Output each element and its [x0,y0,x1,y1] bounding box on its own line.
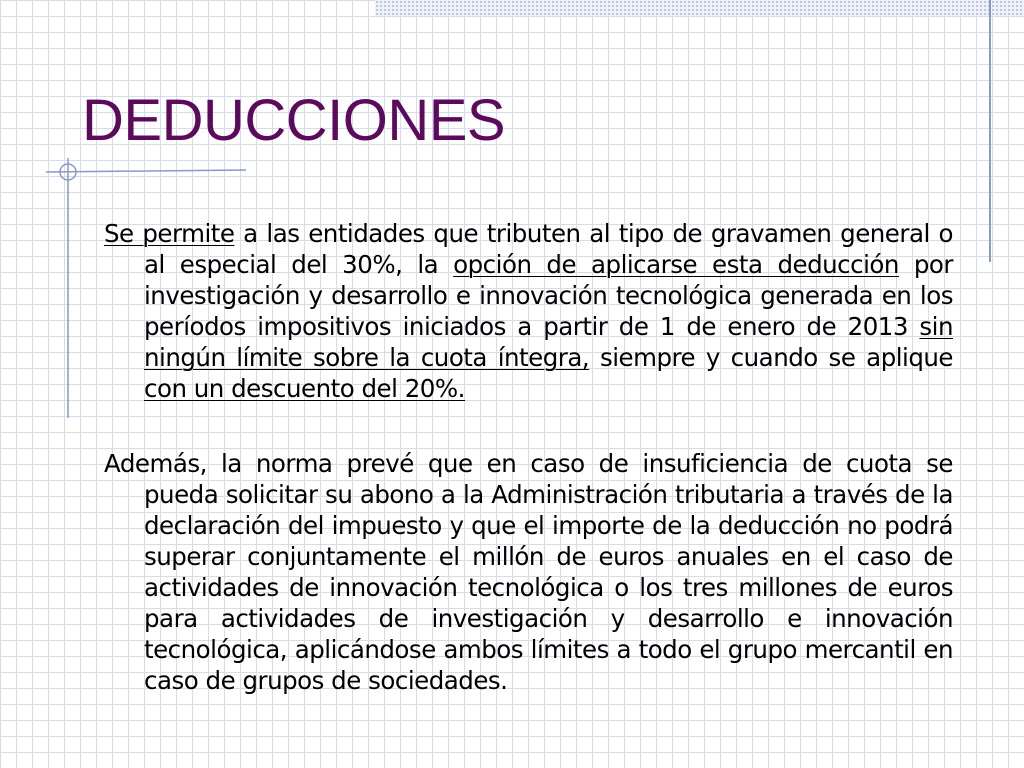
text-plain: siempre y cuando se aplique [589,343,954,372]
text-underlined: con un descuento del 20%. [144,374,465,403]
paragraph-limits: Además, la norma prevé que en caso de insuficiencia de cuota se pueda solicitar su abono a la Administración tributaria a través de la declaración del impuesto y que el importe de la deducción no podrá superar conjuntamente el millón de euros anuales en el caso de actividades de innovación tecnológica o los tres millones de euros para actividades de investigación y desarrollo e innovación tecnológica, aplicándose ambos límites a todo el grupo mercantil en caso de grupos de sociedades. [104,449,953,695]
text-underlined: sin ningún límite sobre la cuota íntegra, [144,312,953,372]
text-underlined: opción de aplicarse esta deducción [453,250,899,279]
slide-title: DEDUCCIONES [82,88,506,153]
slide-body [104,218,953,696]
right-decorative-line [989,0,991,262]
paragraph-deduction-option [104,218,953,404]
text-plain: a las entidades que tributen al tipo de gravamen general o al especial del 30%, la [144,219,953,279]
top-decorative-band [375,0,1024,16]
text-plain: por investigación y desarrollo e innovación tecnológica generada en los períodos impositivos iniciados a partir de 1 de enero de 2013 [144,250,953,341]
text-underlined: Se permite [104,219,235,248]
